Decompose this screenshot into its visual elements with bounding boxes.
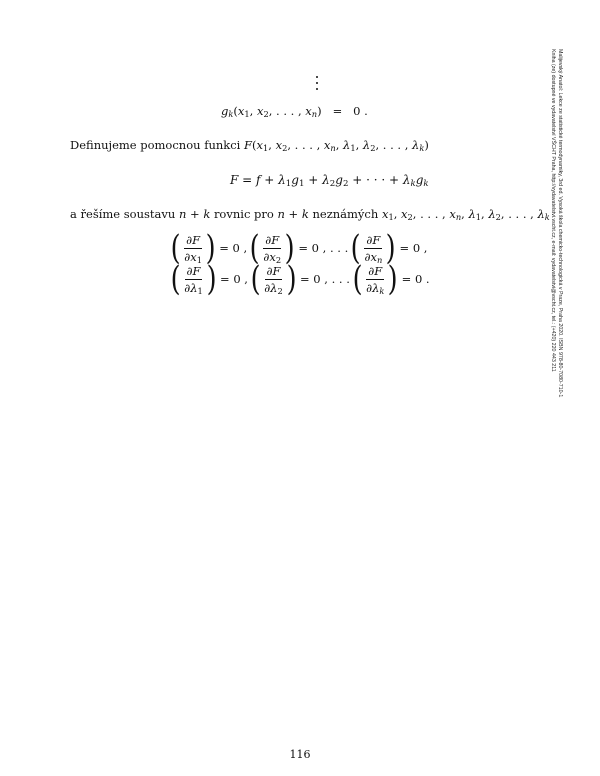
vertical-ellipsis [314, 76, 320, 92]
define-text: Definujeme pomocnou funkci [70, 138, 241, 152]
partial-derivatives-x-row: ( $\frac{\partial F}{\partial x_1}$ ) = 0 , ( $\frac{\partial F}{\partial x_2}$ ) = 0 , . . . ( $\frac{\partial F}{\partial x_n}$ ) = 0 , [170, 228, 428, 268]
define-function-line: Definujeme pomocnou funkci $F(x_1$, $x_2$, . . . , $x_n$, $\lambda_1$, $\lambda_2$, . . . , $\lambda_k$) [70, 138, 429, 154]
neznamych-text: neznámých [312, 207, 379, 221]
lagrangian-equation: $F = f + \lambda_1g_1 + \lambda_2g_2$ + · · · + $\lambda_kg_k$ [230, 173, 429, 190]
partial-derivatives-lambda-row: ( $\frac{\partial F}{\partial\lambda_1}$ ) = 0 , ( $\frac{\partial F}{\partial\lambda_2}$ ) = 0 , . . . ( $\frac{\partial F}{\partial\lambda_k}$ ) = 0 . [170, 259, 430, 299]
rovnic-pro-text: rovnic pro [213, 207, 274, 221]
copyright-sidebar [549, 49, 563, 549]
solve-system-line: a řešíme soustavu n + k rovnic pro n + k neznámých $x_1$, $x_2$, . . . , $x_n$, $\lambda_1$, $\lambda_2$, . . . , $\lambda_k$ [70, 207, 550, 223]
sidebar-line-1: Malijevský Anatol: Lekce ze statistické termodynamiky, 3rd ed. Vysoká škola chemicko-technologická v Praze, Praha 2020. ISBN 978-80-7080-710-1 [557, 49, 563, 398]
page-number: 116 [289, 748, 311, 761]
solve-text: a řešíme soustavu [70, 207, 176, 221]
constraint-equation-gk: $g_k(x_1$, $x_2$, . . . , $x_n) = 0$ . [221, 104, 368, 120]
sidebar-line-2: Kniha (ze) dostupné ve vydavatelství VŠCHT Praha, http://vydavatelstvi.vscht.cz, e-mail: vydavatelstvi@vscht.cz, tel.: (+420) 220 443 211 [550, 49, 556, 372]
